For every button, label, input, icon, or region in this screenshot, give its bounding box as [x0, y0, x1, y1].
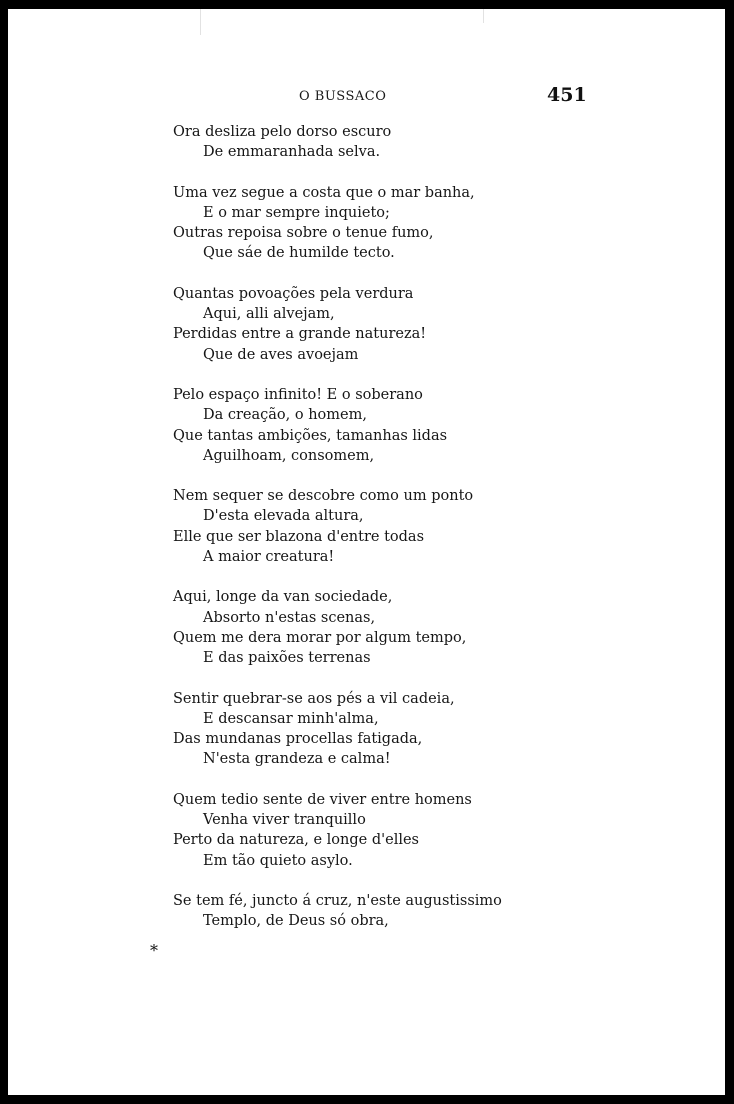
verse-line: A maior creatura! — [203, 549, 335, 566]
footer-asterisk: * — [150, 941, 158, 960]
verse-line: Uma vez segue a costa que o mar banha, — [173, 184, 475, 201]
verse-line: Pelo espaço infinito! E o soberano — [173, 386, 423, 403]
verse-line: Da creação, o homem, — [203, 407, 367, 424]
verse-line: Aqui, longe da van sociedade, — [173, 589, 393, 606]
verse-line: Perto da natureza, e longe d'elles — [173, 832, 419, 849]
verse-line: D'esta elevada altura, — [203, 508, 364, 525]
verse-line: Quem me dera morar por algum tempo, — [173, 629, 467, 646]
verse-line: Outras repoisa sobre o tenue fumo, — [173, 225, 434, 242]
stanza — [173, 183, 643, 264]
verse-line: Quem tedio sente de viver entre homens — [173, 791, 472, 808]
verse-line: Que de aves avoejam — [203, 346, 359, 363]
verse-line: Sentir quebrar-se aos pés a vil cadeia, — [173, 690, 455, 707]
verse-line: E das paixões terrenas — [203, 650, 371, 667]
verse-line: Que sáe de humilde tecto. — [203, 245, 395, 262]
stanza — [173, 122, 643, 163]
verse-line: Das mundanas procellas fatigada, — [173, 731, 423, 748]
running-title: O BUSSACO — [299, 89, 387, 104]
verse-line: De emmaranhada selva. — [203, 144, 381, 161]
scan-artifact — [483, 9, 484, 23]
stanza — [173, 790, 643, 871]
verse-line: Templo, de Deus só obra, — [203, 913, 389, 930]
stanza — [173, 587, 643, 668]
verse-line: Que tantas ambições, tamanhas lidas — [173, 427, 448, 444]
stanza — [173, 891, 643, 932]
stanza — [173, 689, 643, 770]
verse-line: Se tem fé, juncto á cruz, n'este augustissimo — [173, 892, 502, 909]
stanza — [173, 486, 643, 567]
verse-line: N'esta grandeza e calma! — [203, 751, 391, 768]
scan-artifact — [200, 9, 201, 35]
verse-line: Aguilhoam, consomem, — [203, 447, 375, 464]
page-number: 451 — [547, 84, 587, 106]
verse-line: Aqui, alli alvejam, — [203, 306, 335, 323]
verse-line: Quantas povoações pela verdura — [173, 285, 414, 302]
stanza — [173, 385, 643, 466]
poem-body — [173, 122, 643, 952]
verse-line: Venha viver tranquillo — [203, 812, 366, 829]
verse-line: E descansar minh'alma, — [203, 710, 379, 727]
verse-line: Em tão quieto asylo. — [203, 852, 353, 869]
verse-line: Perdidas entre a grande natureza! — [173, 326, 427, 343]
book-page — [8, 9, 725, 1095]
stanza — [173, 284, 643, 365]
verse-line: Absorto n'estas scenas, — [203, 609, 376, 626]
verse-line: E o mar sempre inquieto; — [203, 204, 390, 221]
verse-line: Nem sequer se descobre como um ponto — [173, 488, 474, 505]
verse-line: Elle que ser blazona d'entre todas — [173, 528, 425, 545]
verse-line: Ora desliza pelo dorso escuro — [173, 124, 392, 140]
